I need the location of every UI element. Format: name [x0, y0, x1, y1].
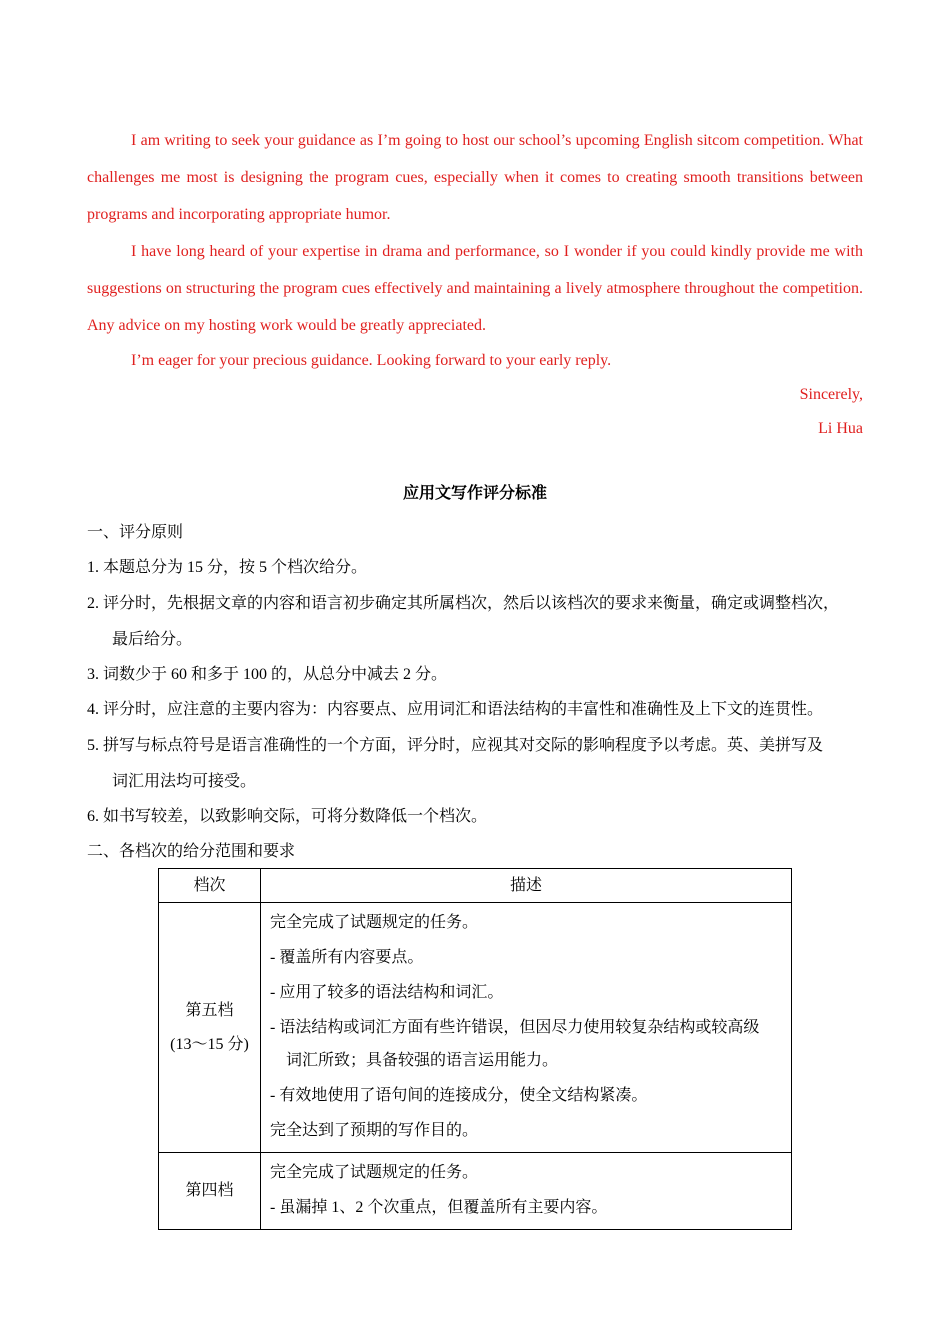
letter-body	[87, 122, 863, 446]
description-line: 完全完成了试题规定的任务。	[270, 1164, 479, 1181]
description-line: - 语法结构或词汇方面有些许错误，但因尽力使用较复杂结构或较高级	[270, 1019, 760, 1036]
table-row	[159, 903, 792, 1153]
letter-signature: Li Hua	[818, 420, 863, 437]
description-line-continued: 词汇所致；具备较强的语言运用能力。	[286, 1052, 559, 1069]
description-line: - 有效地使用了语句间的连接成分，使全文结构紧凑。	[270, 1087, 648, 1104]
level-cell	[159, 903, 261, 1153]
header-description: 描述	[261, 869, 792, 903]
rule-item-continued: 最后给分。	[112, 631, 193, 648]
letter-closing: Sincerely,	[799, 386, 863, 403]
grading-table	[158, 868, 792, 1230]
criteria-title: 应用文写作评分标准	[402, 485, 547, 502]
level-range: (13～15 分)	[170, 1035, 249, 1053]
section-heading: 二、各档次的给分范围和要求	[87, 843, 296, 860]
section-heading: 一、评分原则	[87, 524, 184, 541]
letter-paragraph: I’m eager for your precious guidance. Looking forward to your early reply.	[131, 352, 612, 369]
level-cell	[159, 1153, 261, 1230]
description-line: - 应用了较多的语法结构和词汇。	[270, 984, 504, 1001]
letter-paragraph: I have long heard of your expertise in drama and performance, so I wonder if you could kindly provide me with suggestions on structuring the program cues effectively and maintaining a lively atmosphere throughout the competition. Any advice on my hosting work would be greatly appreciated.	[87, 243, 863, 334]
rule-item: 4. 评分时，应注意的主要内容为：内容要点、应用词汇和语法结构的丰富性和准确性及上下文的连贯性。	[87, 701, 824, 718]
letter-paragraph: I am writing to seek your guidance as I’m going to host our school’s upcoming English sitcom competition. What challenges me most is designing the program cues, especially when it comes to creating smooth transitions between programs and incorporating appropriate humor.	[87, 132, 863, 223]
header-level: 档次	[159, 869, 261, 903]
level-name: 第五档	[185, 1001, 234, 1019]
level-name: 第四档	[185, 1182, 234, 1199]
description-line: 完全完成了试题规定的任务。	[270, 914, 479, 931]
rule-item-continued: 词汇用法均可接受。	[112, 773, 257, 790]
description-cell	[261, 1153, 792, 1230]
rule-item: 2. 评分时，先根据文章的内容和语言初步确定其所属档次，然后以该档次的要求来衡量，确定或调整档次，	[87, 595, 840, 612]
description-line: - 覆盖所有内容要点。	[270, 949, 424, 966]
rule-item: 1. 本题总分为 15 分，按 5 个档次给分。	[87, 559, 368, 576]
rule-item: 3. 词数少于 60 和多于 100 的，从总分中减去 2 分。	[87, 666, 448, 683]
scoring-principles	[87, 515, 877, 869]
rule-item: 6. 如书写较差，以致影响交际，可将分数降低一个档次。	[87, 808, 488, 825]
description-line: - 虽漏掉 1、2 个次重点，但覆盖所有主要内容。	[270, 1199, 608, 1216]
description-line: 完全达到了预期的写作目的。	[270, 1122, 479, 1139]
table-header-row	[159, 869, 792, 903]
rule-item: 5. 拼写与标点符号是语言准确性的一个方面，评分时，应视其对交际的影响程度予以考虑。英、美拼写及	[87, 737, 824, 754]
table-row	[159, 1153, 792, 1230]
description-cell	[261, 903, 792, 1153]
